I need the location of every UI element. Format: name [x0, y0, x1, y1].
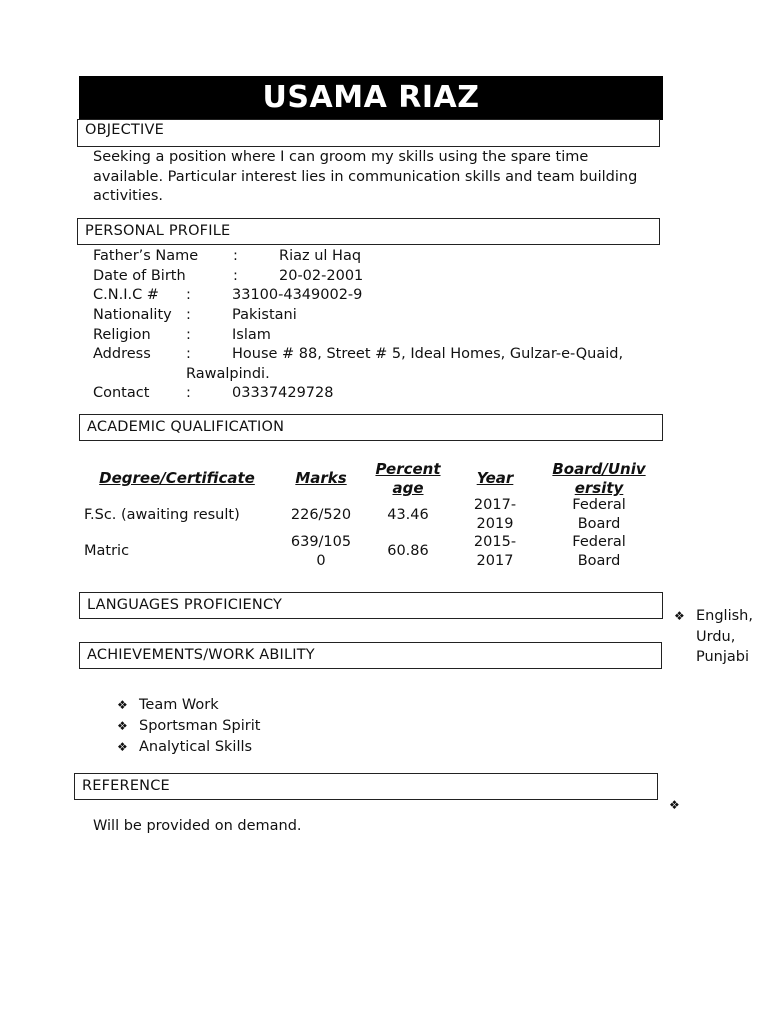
profile-label: Address — [93, 346, 151, 362]
objective-text — [93, 148, 693, 207]
cell-text: Board — [577, 552, 621, 569]
profile-separator: : — [233, 268, 238, 284]
header-text: ersity — [574, 479, 624, 497]
profile-value: Pakistani — [232, 307, 297, 323]
table-cell-year — [460, 533, 530, 570]
academic-heading: ACADEMIC QUALIFICATION — [79, 414, 663, 441]
profile-label: Date of Birth — [93, 268, 186, 284]
cell-text: 0 — [316, 552, 326, 569]
achievement-item — [117, 737, 252, 758]
cell-text: 2017- — [473, 497, 517, 513]
diamond-bullet-icon: ❖ — [117, 698, 128, 712]
table-header-year — [460, 469, 530, 488]
diamond-bullet-icon: ❖ — [117, 740, 128, 754]
objective-heading: OBJECTIVE — [77, 119, 660, 147]
table-cell-percentage: 60.86 — [387, 543, 429, 559]
achievement-item — [117, 716, 260, 737]
language-item — [674, 606, 753, 626]
profile-label: Father’s Name — [93, 248, 199, 264]
reference-text: Will be provided on demand. — [93, 818, 302, 834]
profile-value: Riaz ul Haq — [279, 248, 362, 264]
profile-value: 20-02-2001 — [279, 268, 364, 284]
personal-profile-heading: PERSONAL PROFILE — [77, 218, 660, 245]
languages-heading: LANGUAGES PROFICIENCY — [79, 592, 663, 619]
header-text: age — [392, 479, 424, 497]
profile-separator: : — [233, 248, 238, 264]
cell-text: Board — [577, 515, 621, 532]
profile-label: Nationality — [93, 307, 172, 323]
table-header-board — [542, 460, 656, 498]
cell-text: Federal — [572, 534, 626, 550]
diamond-bullet-icon: ❖ — [669, 798, 680, 812]
profile-separator: : — [186, 287, 191, 303]
header-text: Year — [476, 469, 514, 487]
table-cell-percentage: 43.46 — [387, 507, 429, 523]
profile-separator: : — [186, 385, 191, 401]
reference-heading: REFERENCE — [74, 773, 658, 800]
profile-value: 03337429728 — [232, 385, 334, 401]
profile-value: Islam — [232, 327, 271, 343]
table-header-marks — [283, 469, 359, 488]
table-cell-marks — [283, 533, 359, 570]
profile-value: House # 88, Street # 5, Ideal Homes, Gulzar-e-Quaid, — [232, 346, 624, 362]
cell-text: Federal — [572, 497, 626, 513]
language-item: Punjabi — [696, 649, 750, 665]
table-cell-year — [460, 496, 530, 533]
profile-value: 33100-4349002-9 — [232, 287, 363, 303]
profile-separator: : — [186, 327, 191, 343]
profile-separator: : — [186, 307, 191, 323]
profile-label: Religion — [93, 327, 151, 343]
profile-value: Rawalpindi. — [186, 366, 270, 382]
objective-line: activities. — [93, 188, 163, 204]
cell-text: 2017 — [476, 552, 514, 569]
achievement-item — [117, 695, 219, 716]
profile-separator: : — [186, 346, 191, 362]
header-text: Degree/Certificate — [99, 469, 255, 487]
table-header-degree — [84, 469, 270, 488]
diamond-bullet-icon: ❖ — [674, 609, 685, 623]
header-text: Marks — [295, 469, 347, 487]
table-cell-degree: Matric — [84, 543, 130, 559]
header-text: Percent — [375, 460, 441, 478]
cell-text: 2015- — [473, 534, 517, 550]
diamond-bullet-icon: ❖ — [117, 719, 128, 733]
table-cell-degree: F.Sc. (awaiting result) — [84, 507, 240, 523]
achievement-text: Team Work — [139, 697, 219, 713]
profile-label: C.N.I.C # — [93, 287, 159, 303]
table-header-percentage — [366, 460, 450, 498]
achievements-heading: ACHIEVEMENTS/WORK ABILITY — [79, 642, 662, 669]
achievement-text: Sportsman Spirit — [139, 718, 261, 734]
objective-line: available. Particular interest lies in communication skills and team building — [93, 168, 638, 185]
table-cell-board — [542, 496, 656, 533]
header-text: Board/Univ — [552, 460, 646, 478]
table-cell-board — [542, 533, 656, 570]
candidate-name: USAMA RIAZ — [79, 76, 663, 120]
language-text: English, — [696, 608, 753, 624]
cell-text: 639/105 — [290, 534, 352, 550]
language-item: Urdu, — [696, 629, 736, 645]
achievement-text: Analytical Skills — [139, 739, 253, 755]
cell-text: 2019 — [476, 515, 514, 532]
objective-line: Seeking a position where I can groom my skills using the spare time — [93, 149, 589, 165]
table-cell-marks: 226/520 — [290, 507, 352, 523]
profile-label: Contact — [93, 385, 150, 401]
